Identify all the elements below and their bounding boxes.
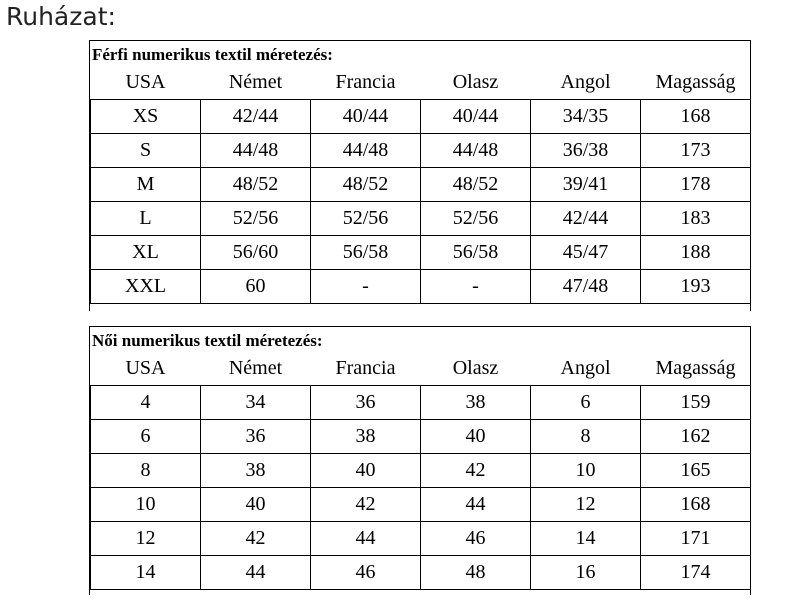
table-cell: 56/60 [201,236,311,270]
table-cell: S [91,134,201,168]
table-cell: 174 [641,556,751,590]
table-cell: - [311,270,421,304]
table-cell: 40 [201,488,311,522]
table-cell: 39/41 [531,168,641,202]
table-cell: 14 [531,522,641,556]
table-cell: 10 [531,454,641,488]
column-header: Francia [335,357,396,379]
table-cell: 47/48 [531,270,641,304]
table-caption: Női numerikus textil méretezés: [92,331,323,350]
table-cell: M [91,168,201,202]
table-cell: 52/56 [311,202,421,236]
column-header: Olasz [452,71,499,93]
column-header: USA [125,71,166,93]
table-cell: 48/52 [201,168,311,202]
column-header: Magasság [655,71,736,93]
table-cell: 42/44 [201,100,311,134]
table-cell: 44 [311,522,421,556]
column-header: USA [125,357,166,379]
table-cell: 40 [421,420,531,454]
table-cell: 8 [531,420,641,454]
table-cell: 44/48 [201,134,311,168]
table-cell: 48/52 [311,168,421,202]
table-cell: XL [91,236,201,270]
table-cell: 188 [641,236,751,270]
table-cell: 42 [421,454,531,488]
column-header: Angol [560,357,611,379]
table-cell: 168 [641,488,751,522]
table-caption: Férfi numerikus textil méretezés: [92,45,333,64]
table-cell: 165 [641,454,751,488]
table-cell: 46 [421,522,531,556]
table-cell: 52/56 [201,202,311,236]
table-cell: 56/58 [311,236,421,270]
table-cell: 12 [91,522,201,556]
table-cell: 42/44 [531,202,641,236]
table-cell: 8 [91,454,201,488]
table-cell: 44/48 [311,134,421,168]
column-header: Francia [335,71,396,93]
table-cell: 44/48 [421,134,531,168]
table-cell: 42 [201,522,311,556]
table-cell: 45/47 [531,236,641,270]
table-cell: 16 [531,556,641,590]
table-cell: 46 [311,556,421,590]
table-cell: 6 [531,386,641,420]
table-cell: 173 [641,134,751,168]
table-cell: 34 [201,386,311,420]
table-cell: 38 [201,454,311,488]
table-cell: 193 [641,270,751,304]
table-cell: 36/38 [531,134,641,168]
table-cell: 171 [641,522,751,556]
table-cell: 10 [91,488,201,522]
table-cell: 52/56 [421,202,531,236]
column-header: Német [228,357,283,379]
table-cell: 60 [201,270,311,304]
table-cell: 36 [311,386,421,420]
table-cell: 6 [91,420,201,454]
table-cell: 4 [91,386,201,420]
table-cell: 40/44 [311,100,421,134]
table-cell: 38 [421,386,531,420]
column-header: Angol [560,71,611,93]
table-cell: 162 [641,420,751,454]
table-cell: 40 [311,454,421,488]
table-cell: 168 [641,100,751,134]
column-header: Német [228,71,283,93]
column-header: Olasz [452,357,499,379]
table-cell: 36 [201,420,311,454]
table-cell: 42 [311,488,421,522]
table-cell: 44 [421,488,531,522]
table-cell: 48 [421,556,531,590]
table-cell: 44 [201,556,311,590]
table-frame [89,326,751,595]
table-cell: 38 [311,420,421,454]
table-cell: 48/52 [421,168,531,202]
page-title: Ruházat: [6,2,116,31]
table-cell: 159 [641,386,751,420]
table-cell: XS [91,100,201,134]
table-cell: 12 [531,488,641,522]
table-frame [89,40,751,311]
table-cell: XXL [91,270,201,304]
column-header: Magasság [655,357,736,379]
table-cell: 183 [641,202,751,236]
table-cell: 34/35 [531,100,641,134]
table-cell: 40/44 [421,100,531,134]
table-cell: 178 [641,168,751,202]
table-cell: L [91,202,201,236]
table-cell: - [421,270,531,304]
table-cell: 14 [91,556,201,590]
table-cell: 56/58 [421,236,531,270]
